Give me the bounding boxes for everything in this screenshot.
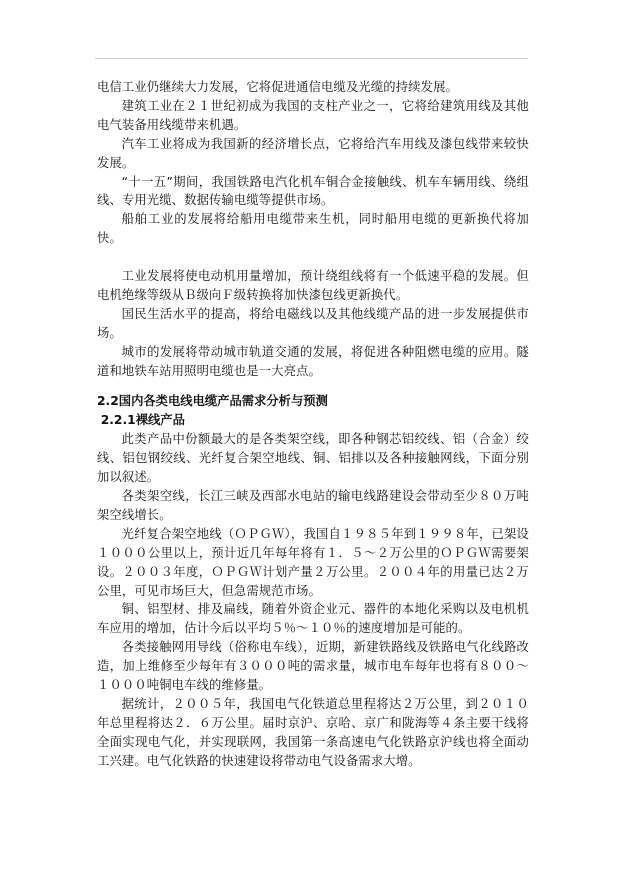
- paragraph-automotive: 汽车工业将成为我国新的经济增长点，它将给汽车用线及漆包线带来较快发展。: [97, 136, 529, 170]
- paragraph-spacer: [97, 248, 529, 267]
- paragraph-electrified-railway: 据统计，２００５年，我国电气化铁道总里程将达２万公里，到２０１０年总里程将达２．６万公里。届时京沪、京哈、京广和陇海等４条主要干线将全面实现电气化，并实现联网，我国第一条高速电气化铁路京沪线也将全面动工兴建。电气化铁路的快速建设将带动电气设备需求大增。: [97, 696, 529, 768]
- paragraph-living-standard: 国民生活水平的提高，将给电磁线以及其他线缆产品的进一步发展提供市场。: [97, 306, 529, 340]
- document-body: [97, 78, 529, 771]
- paragraph-urban-transit: 城市的发展将带动城市轨道交通的发展，将促进各种阻燃电缆的应用。隧道和地铁车站用照明电缆也是一大亮点。: [97, 344, 529, 378]
- paragraph-railway: “十一五”期间，我国铁路电汽化机车铜合金接触线、机车车辆用线、绕组线、专用光缆、数据传输电缆等提供市场。: [97, 174, 529, 208]
- section-heading: 2.2国内各类电线电缆产品需求分析与预测: [97, 394, 328, 409]
- paragraph-opgw: 光纤复合架空地线（ＯＰＧＷ），我国自１９８５年到１９９８年，已架设１０００公里以上，预计近几年每年将有１．５～２万公里的ＯＰＧＷ需要架设。２００３年度，ＯＰＧＷ计划产量２万公里。２００４年的用量已达２万公里，可见市场巨大，但急需规范市场。: [97, 526, 529, 598]
- paragraph-motors: 工业发展将使电动机用量增加，预计绕组线将有一个低速平稳的发展。但电机绝缘等级从Ｂ级向Ｆ级转换将加快漆包线更新换代。: [97, 269, 529, 302]
- header-rule: [95, 58, 528, 59]
- paragraph-overhead-lines: 各类架空线，长江三峡及西部水电站的输电线路建设会带动至少８０万吨架空线增长。: [97, 489, 529, 522]
- subsection-heading: 2.2.1裸线产品: [100, 413, 185, 428]
- paragraph-construction: 建筑工业在２１世纪初成为我国的支柱产业之一，它将给建筑用线及其他电气装备用线缆带来机遇。: [97, 98, 529, 132]
- paragraph-shipbuilding: 船舶工业的发展将给船用电缆带来生机，同时船用电缆的更新换代将加快。: [97, 212, 529, 246]
- paragraph-contact-wire: 各类接触网用导线（俗称电车线），近期，新建铁路线及铁路电气化线路改造，加上维修至少每年有３０００吨的需求量，城市电车每年也将有８００～１０００吨铜电车线的维修量。: [97, 640, 529, 693]
- paragraph-telecom: 电信工业仍继续大力发展，它将促进通信电缆及光缆的持续发展。: [97, 80, 458, 94]
- paragraph-copper-aluminum: 铜、铝型材、排及扁线，随着外资企业元、器件的本地化采购以及电机机车应用的增加，估计今后以平均５％～１０％的速度增加是可能的。: [97, 602, 529, 636]
- paragraph-overhead-lines-intro: 此类产品中份额最大的是各类架空线，即各种钢芯铝绞线、铝（合金）绞线、铝包钢绞线、光纤复合架空地线、铜、铝排以及各种接触网线，下面分别加以叙述。: [97, 432, 529, 485]
